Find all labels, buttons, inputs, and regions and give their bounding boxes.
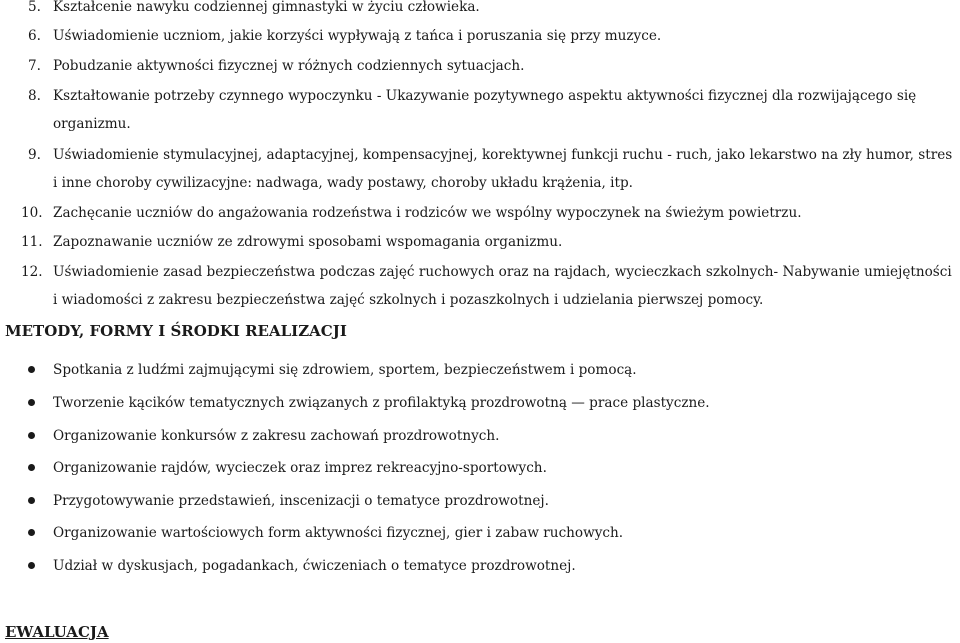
bullet-text: Organizowanie konkursów z zakresu zachowań prozdrowotnych. [53, 428, 500, 444]
list-item-number: 10. [21, 205, 43, 221]
list-item-text: Zachęcanie uczniów do angażowania rodzeństwa i rodziców we wspólny wypoczynek na świeżym powietrzu. [53, 205, 802, 221]
list-item-7 [28, 52, 958, 80]
list-item-number: 5. [28, 0, 41, 15]
bullet-dot-icon [28, 562, 35, 569]
bullet-item [28, 360, 948, 380]
bullet-dot-icon [28, 464, 35, 471]
list-item-11 [21, 228, 951, 256]
list-item-8 [28, 82, 958, 138]
list-item-10 [21, 199, 951, 227]
bullet-dot-icon [28, 399, 35, 406]
list-item-number: 7. [28, 58, 41, 74]
list-item-12 [21, 258, 960, 314]
list-item-text: Kształtowanie potrzeby czynnego wypoczynku - Ukazywanie pozytywnego aspektu aktywności fizycznej dla rozwijającego się organizmu. [53, 88, 917, 132]
list-item-text: Kształcenie nawyku codziennej gimnastyki w życiu człowieka. [53, 0, 480, 15]
list-item-number: 8. [28, 88, 41, 104]
list-item-text: Uświadomienie stymulacyjnej, adaptacyjnej, kompensacyjnej, korektywnej funkcji ruchu - ruch, jako lekarstwo na zły humor, stres i inne choroby cywilizacyjne: nadwaga, wady postawy, choroby układu krążenia, itp. [53, 147, 953, 191]
bullet-dot-icon [28, 432, 35, 439]
bullet-text: Przygotowywanie przedstawień, inscenizacji o tematyce prozdrowotnej. [53, 493, 549, 509]
list-item-text: Pobudzanie aktywności fizycznej w różnych codziennych sytuacjach. [53, 58, 525, 74]
bullet-dot-icon [28, 497, 35, 504]
bullet-item [28, 491, 948, 511]
list-item-6 [28, 22, 958, 50]
list-item-9 [28, 141, 958, 197]
list-item-number: 12. [21, 264, 43, 280]
bullet-dot-icon [28, 529, 35, 536]
section-heading-evaluation: EWALUACJA [5, 623, 109, 641]
bullet-text: Organizowanie wartościowych form aktywności fizycznej, gier i zabaw ruchowych. [53, 525, 624, 541]
list-item-5 [28, 0, 958, 21]
list-item-number: 6. [28, 28, 41, 44]
list-item-text: Zapoznawanie uczniów ze zdrowymi sposobami wspomagania organizmu. [53, 234, 563, 250]
bullet-item [28, 393, 948, 413]
bullet-text: Tworzenie kącików tematycznych związanych z profilaktyką prozdrowotną — prace plastyczne. [53, 395, 710, 411]
bullet-item [28, 426, 948, 446]
bullet-text: Spotkania z ludźmi zajmującymi się zdrowiem, sportem, bezpieczeństwem i pomocą. [53, 362, 637, 378]
list-item-number: 9. [28, 147, 41, 163]
bullet-item [28, 523, 948, 543]
section-heading-methods: METODY, FORMY I ŚRODKI REALIZACJI [5, 322, 347, 340]
bullet-text: Organizowanie rajdów, wycieczek oraz imprez rekreacyjno-sportowych. [53, 460, 547, 476]
list-item-text: Uświadomienie uczniom, jakie korzyści wypływają z tańca i poruszania się przy muzyce. [53, 28, 662, 44]
list-item-number: 11. [21, 234, 43, 250]
bullet-item [28, 458, 948, 478]
list-item-text: Uświadomienie zasad bezpieczeństwa podczas zajęć ruchowych oraz na rajdach, wycieczkach szkolnych- Nabywanie umiejętności i wiadomości z zakresu bezpieczeństwa zajęć szkolnych i pozaszkolnych i udzielania pierwszej pomocy. [53, 264, 952, 308]
bullet-dot-icon [28, 366, 35, 373]
bullet-text: Udział w dyskusjach, pogadankach, ćwiczeniach o tematyce prozdrowotnej. [53, 558, 576, 574]
bullet-item [28, 556, 948, 576]
